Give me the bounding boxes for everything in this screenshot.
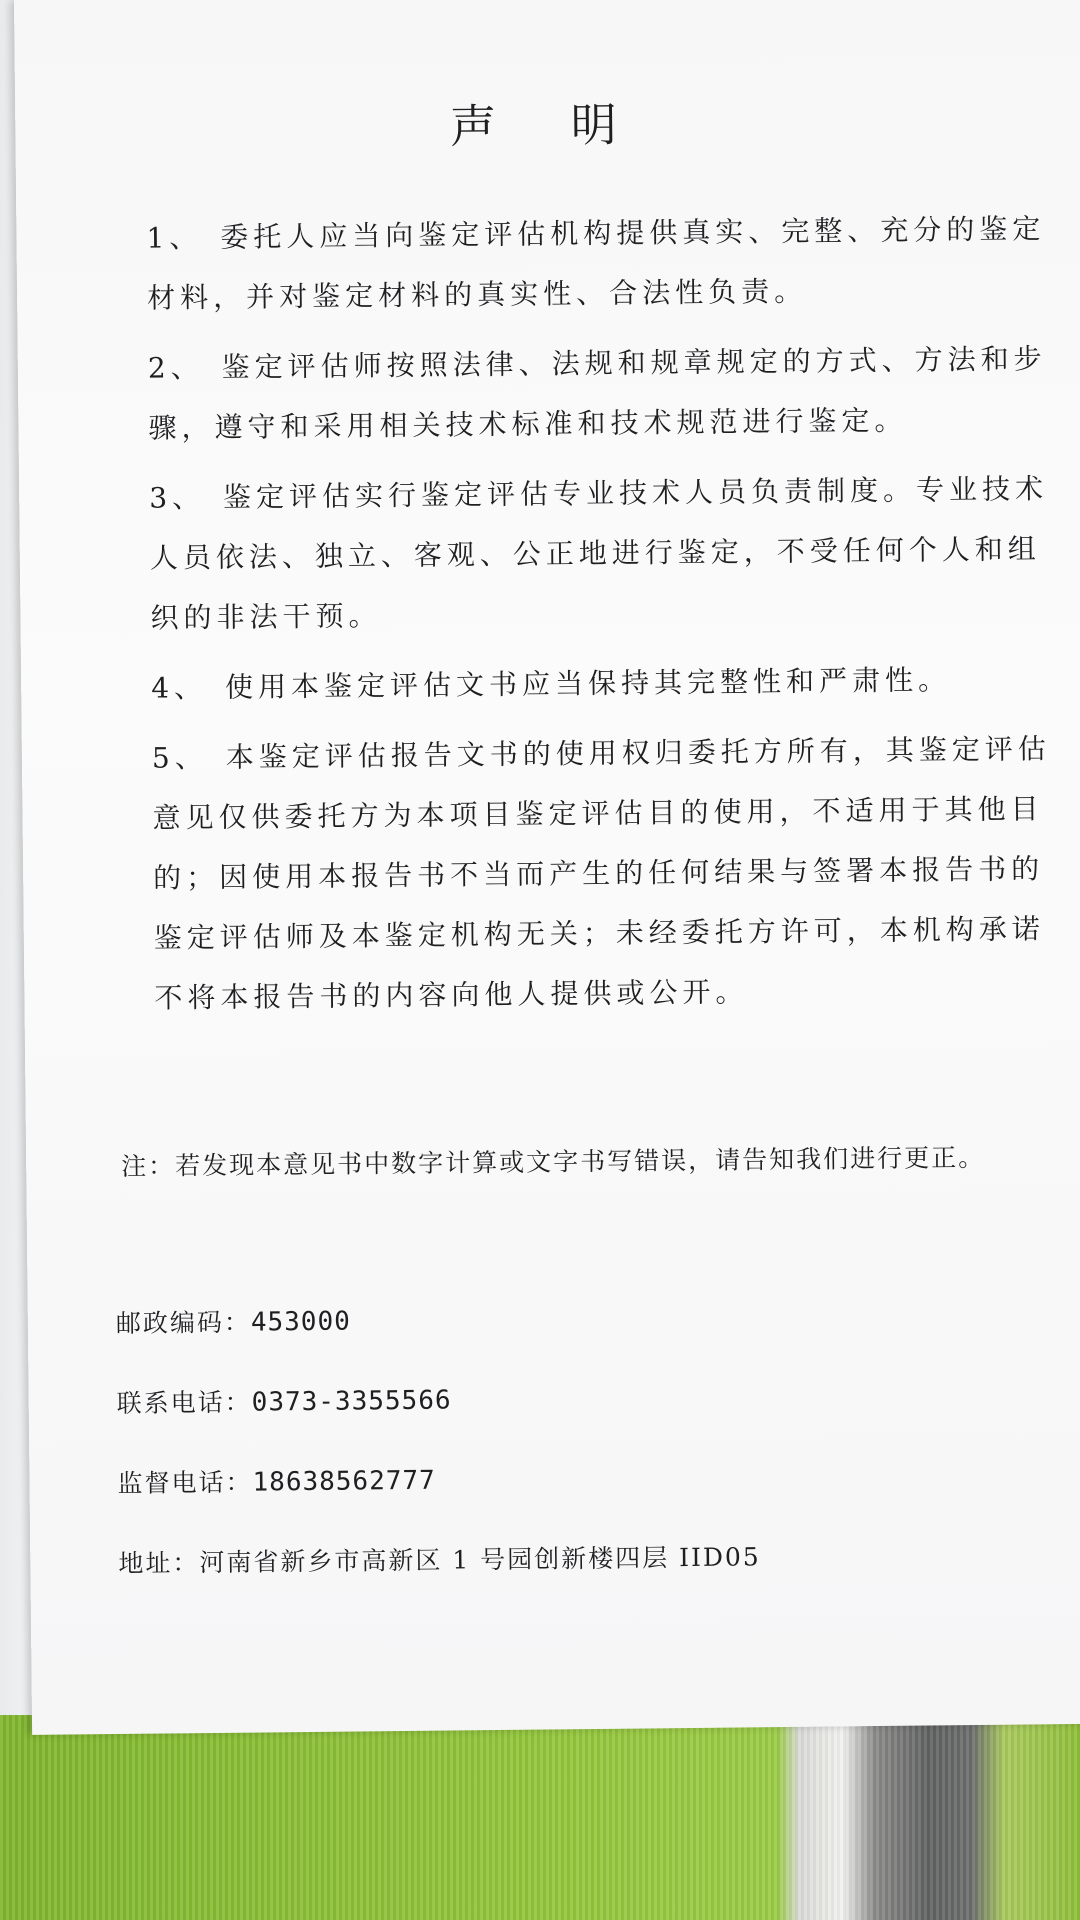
clause-text: 委托人应当向鉴定评估机构提供真实、完整、充分的鉴定材料，并对鉴定材料的真实性、合法性负责。 — [146, 212, 1046, 315]
correction-note: 注：若发现本意见书中数字计算或文字书写错误，请告知我们进行更正。 — [121, 1142, 986, 1181]
clause-number: 2、 — [147, 351, 204, 385]
clause-item — [152, 719, 1075, 1029]
clause-text: 本鉴定评估报告文书的使用权归委托方所有，其鉴定评估意见仅供委托方为本项目鉴定评估目的使用，不适用于其他目的；因使用本报告书不当而产生的任何结果与签署本报告书的鉴定评估师及本鉴定机构无关；未经委托方许可，本机构承诺不将本报告书的内容向他人提供或公开。 — [152, 732, 1051, 1015]
clause-item — [148, 329, 1069, 459]
document-title: 声 明 — [449, 97, 647, 154]
address-line — [118, 1537, 761, 1580]
clause-number: 5、 — [151, 741, 208, 775]
clause-number: 4、 — [151, 671, 208, 705]
phone-label: 联系电话： — [116, 1387, 252, 1419]
clause-item — [151, 649, 1072, 719]
postcode-line — [116, 1302, 351, 1340]
supervise-phone-label: 监督电话： — [117, 1467, 253, 1498]
clause-number: 1、 — [146, 221, 203, 255]
clause-list — [146, 199, 1075, 1039]
address-value: 河南省新乡市高新区 1 号园创新楼四层 IID05 — [199, 1542, 761, 1578]
document-page — [14, 0, 1080, 1735]
phone-line — [116, 1380, 451, 1420]
clause-number: 3、 — [149, 481, 206, 515]
clause-item — [146, 199, 1067, 329]
phone-value: 0373-3355566 — [251, 1385, 452, 1418]
clause-text: 使用本鉴定评估文书应当保持其完整性和严肃性。 — [224, 663, 952, 704]
postcode-label: 邮政编码： — [115, 1307, 252, 1339]
clause-text: 鉴定评估师按照法律、法规和规章规定的方式、方法和步骤，遵守和采用相关技术标准和技术规范进行鉴定。 — [148, 342, 1047, 445]
supervise-phone-value: 18638562777 — [252, 1465, 436, 1498]
clause-text: 鉴定评估实行鉴定评估专业技术人员负责制度。专业技术人员依法、独立、客观、公正地进行鉴定，不受任何个人和组织的非法干预。 — [149, 472, 1049, 635]
address-label: 地址： — [118, 1548, 200, 1578]
supervise-phone-line — [117, 1461, 436, 1500]
postcode-value: 453000 — [250, 1306, 351, 1338]
clause-item — [149, 459, 1071, 649]
